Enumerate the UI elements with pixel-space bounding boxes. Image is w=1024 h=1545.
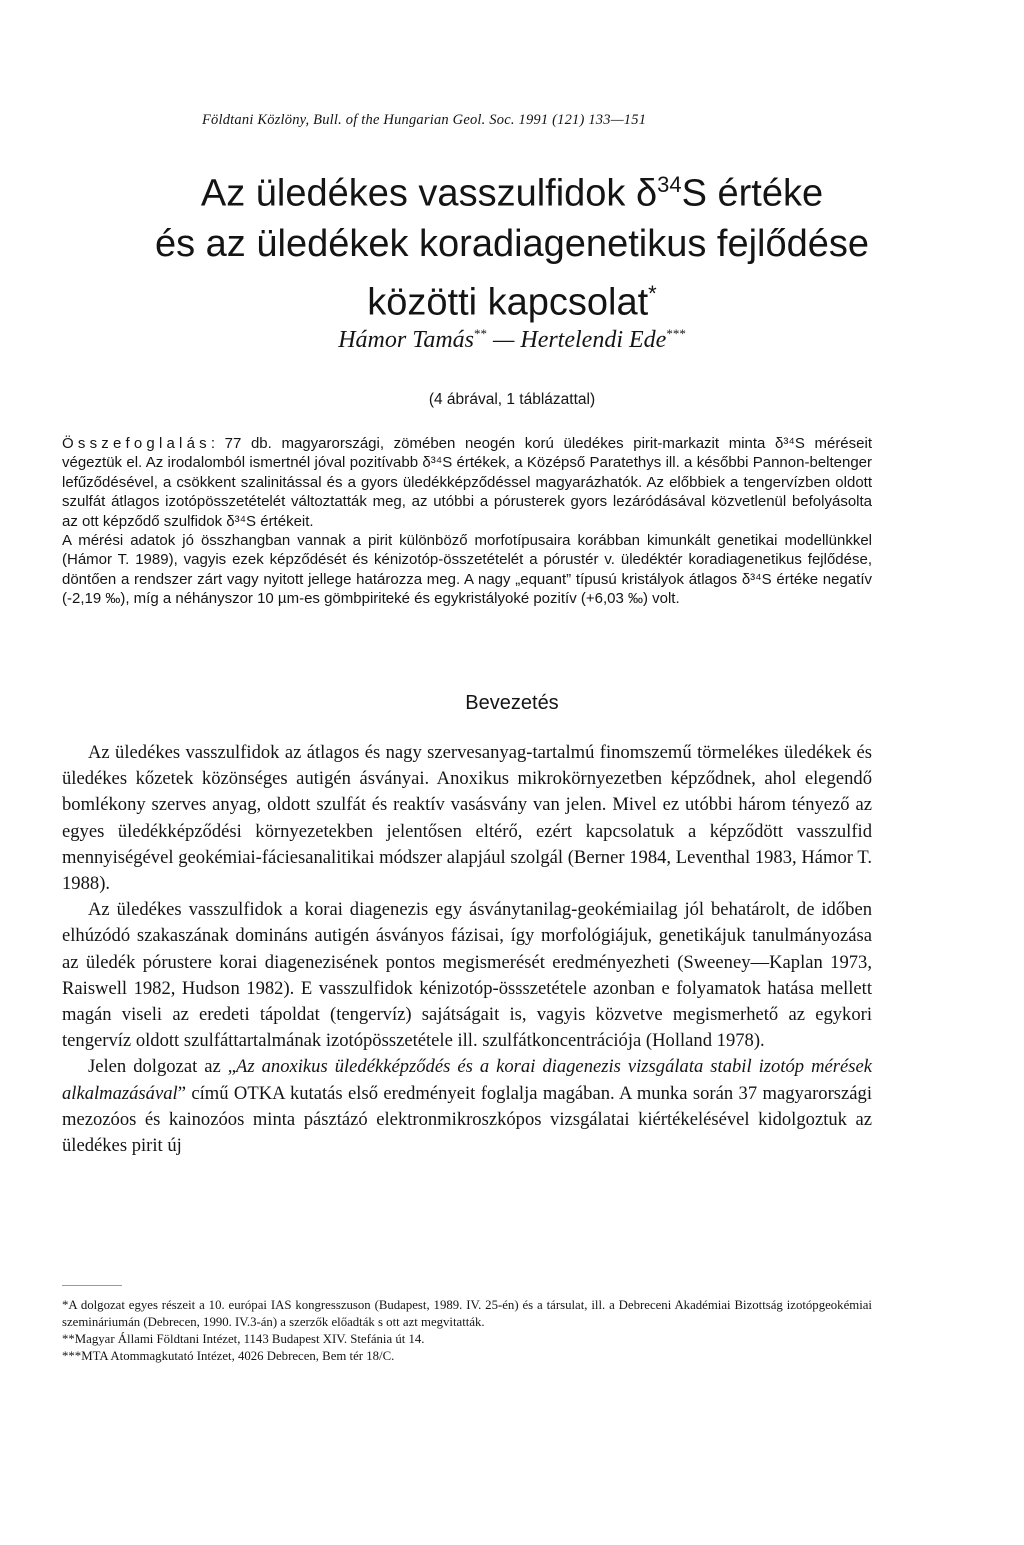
- authors: Hámor Tamás** — Hertelendi Ede***: [338, 326, 686, 353]
- project-title: Az anoxikus üledékképződés és a korai diagenezis vizsgálata stabil izotóp mérések alkalmazásával: [62, 1056, 872, 1104]
- figure-info: (4 ábrával, 1 táblázattal): [428, 391, 596, 408]
- footnote-2: **Magyar Állami Földtani Intézet, 1143 Budapest XIV. Stefánia út 14.: [62, 1332, 425, 1346]
- body-text: [62, 740, 872, 1159]
- title-line-1: Az üledékes vasszulfidok $\delta^{34}S$ értéke: [200, 172, 824, 215]
- journal-header: Földtani Közlöny, Bull. of the Hungarian Geol. Soc. 1991 (121) 133—151: [202, 112, 647, 128]
- paper-title: [62, 160, 962, 327]
- abstract-paragraph-2: A mérési adatok jó összhangban vannak a pirit különböző morfotípusaira korábban kimunkált genetikai modellünkkel (Hámor T. 1989), vagyis ezek képződését és kénizotóp-összetételét a pórustér v. üledéktér koradiagenetikus fejlődése, döntően a rendszer zárt vagy nyitott jellege határozza meg. A nagy „equant” típusú kristályok átlagos δ³⁴S értéke negatív (-2,19 ‰), míg a néhányszor 10 µm-es gömbpiriteké és egykristályoké pozitív (+6,03 ‰) volt.: [62, 532, 872, 608]
- section-heading: Bevezetés: [465, 692, 559, 714]
- abstract-paragraph-1: Összefoglalás: 77 db. magyarországi, zömében neogén korú üledékes pirit-markazit minta δ³⁴S méréseit végeztük el. Az irodalomból ismertnél jóval pozitívabb δ³⁴S értékek, a Középső Paratethys ill. a későbbi Pannon-beltenger lefűződésével, a csökkent szalinitással és a gyors üledékképződéssel magyarázhatók. Az előbbiek a tengervízben oldott szulfát átlagos izotópösszetételét változtatták meg, az utóbbi a pórusterek gyors lezáródásával közvetlenül befolyásolta az ott képződő szulfidok δ³⁴S értékeit.: [62, 435, 872, 530]
- body-paragraph-1: Az üledékes vasszulfidok az átlagos és nagy szervesanyag-tartalmú finomszemű törmelékes üledékek és üledékes kőzetek közönséges autigén ásványai. Anoxikus mikrokörnyezetben képződnek, ahol elegendő bomlékony szerves anyag, oldott szulfát és reaktív vasásvány van jelen. Mivel ez utóbbi három tényező az egyes üledékképződési környezetekben jelentősen eltérő, ezért kapcsolatuk a képződött vasszulfid mennyiségével geokémiai-fáciesanalitikai módszer alapjául szolgál (Berner 1984, Leventhal 1983, Hámor T. 1988).: [62, 742, 872, 895]
- abstract-label: Összefoglalás: [62, 435, 211, 452]
- footnote-divider: [62, 1285, 122, 1286]
- footnote-1: *A dolgozat egyes részeit a 10. európai IAS kongresszuson (Budapest, 1989. IV. 25-én) és a társulat, ill. a Debreceni Akadémiai Bizottság izotópgeokémiai szemináriumán (Debrecen, 1990. IV.3-án) a szerzők előadták s ott azt megvitatták.: [62, 1298, 872, 1329]
- body-paragraph-2: Az üledékes vasszulfidok a korai diagenezis egy ásványtanilag-geokémiailag jól behatárolt, de időben elhúzódó szakaszának domináns autigén ásványos fázisai, így morfológiájuk, genetikájuk tanulmányozása az üledék pórustere korai diagenezisének pontos megismerését eredményezheti (Sweeney—Kaplan 1973, Raiswell 1982, Hudson 1982). E vasszulfidok kénizotóp-össszetétele azonban e folyamatok hatása mellett magán viseli az eredeti tápoldat (tengervíz) sajátságait is, vagyis közvetve megismerhető az egykori tengervíz oldott szulfáttartalmának izotópösszetétele ill. szulfátkoncentrációja (Holland 1978).: [62, 899, 872, 1052]
- author-2: Hertelendi Ede: [520, 327, 667, 353]
- title-line-3: közötti kapcsolat*: [367, 280, 657, 324]
- title-line-2: és az üledékek koradiagenetikus fejlődése: [154, 222, 870, 265]
- author-1: Hámor Tamás: [338, 327, 475, 353]
- abstract: [62, 434, 872, 609]
- body-paragraph-3: Jelen dolgozat az „Az anoxikus üledékképződés és a korai diagenezis vizsgálata stabil izotóp mérések alkalmazásával” című OTKA kutatás első eredményeit foglalja magában. A munka során 37 magyarországi mezozóos és kainozóos minta pásztázó elektronmikroszkópos vizsgálatai kiértékelésével kidolgoztuk az üledékes pirit új: [62, 1056, 872, 1157]
- footnotes: [62, 1297, 872, 1365]
- footnote-3: ***MTA Atommagkutató Intézet, 4026 Debrecen, Bem tér 18/C.: [62, 1349, 395, 1363]
